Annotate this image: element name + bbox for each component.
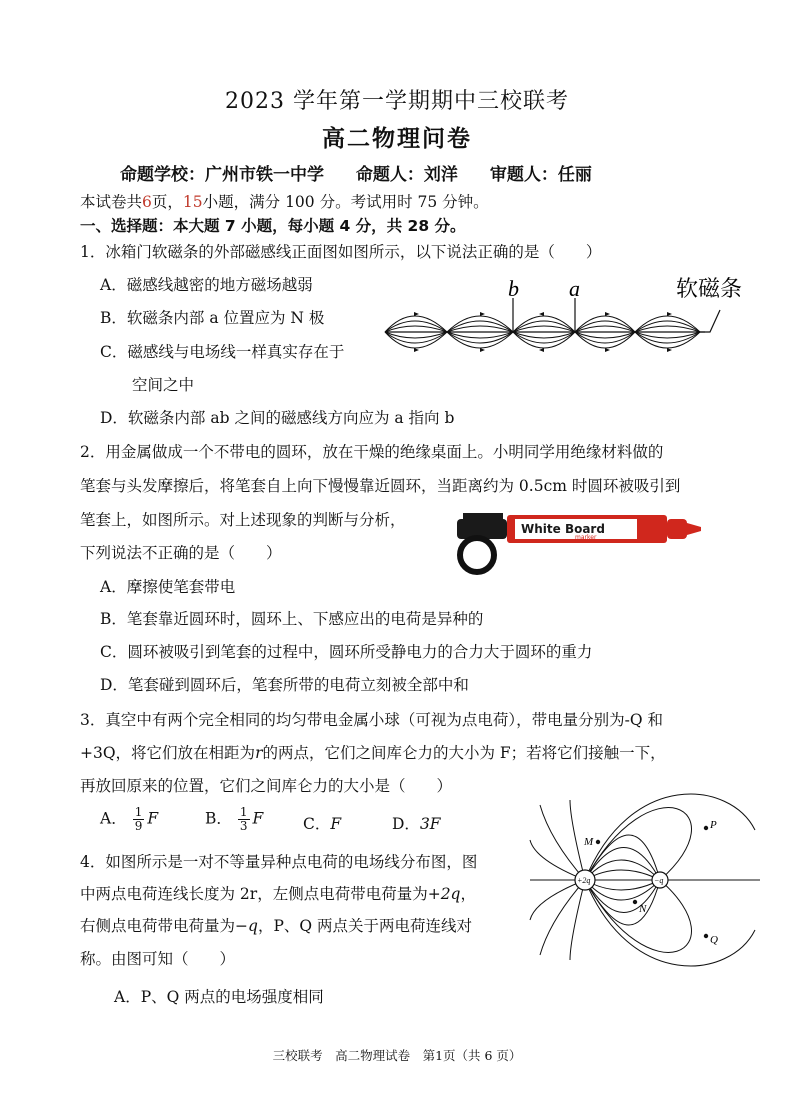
page-footer: 三校联考 高二物理试卷 第1页（共 6 页） (272, 1048, 522, 1063)
q2-line3: 笔套上，如图所示。对上述现象的判断与分析， (80, 511, 406, 529)
marker-sub-text: marker (575, 534, 597, 541)
q3-line3: 再放回原来的位置，它们之间库仑力的大小是（ ） (80, 777, 453, 795)
exam-subtitle: 高二物理问卷 (322, 125, 472, 152)
q2-option-a: A．摩擦使笔套带电 (100, 578, 236, 596)
label-M: M (584, 836, 594, 848)
q3-option-c: C．F (303, 815, 342, 833)
q2-option-b: B．笔套靠近圆环时，圆环上、下感应出的电荷是异种的 (100, 610, 484, 628)
q3-line2: +3Q，将它们放在相距为r的两点，它们之间库仑力的大小为 F；若将它们接触一下， (80, 744, 666, 762)
q1-stem: 1．冰箱门软磁条的外部磁感线正面图如图所示，以下说法正确的是（ ） (80, 243, 602, 261)
marker-brand-text: White Board (521, 522, 605, 536)
section-heading: 一、选择题：本大题 7 小题，每小题 4 分，共 28 分。 (80, 217, 466, 235)
intro-line: 本试卷共6页，15小题，满分 100 分。考试用时 75 分钟。 (80, 193, 489, 211)
magnetic-strip-figure (380, 270, 770, 370)
label-Q: Q (710, 934, 718, 946)
q2-line2: 笔套与头发摩擦后，将笔套自上向下慢慢靠近圆环，当距离约为 0.5cm 时圆环被吸引到 (80, 477, 681, 495)
electric-field-figure (530, 800, 760, 960)
q2-option-c: C．圆环被吸引到笔套的过程中，圆环所受静电力的合力大于圆环的重力 (100, 643, 593, 661)
q4-line4: 称。由图可知（ ） (80, 950, 236, 968)
reviewer-label: 审题人：任丽 (489, 165, 592, 185)
q2-line4: 下列说法不正确的是（ ） (80, 544, 282, 562)
q1-option-d: D．软磁条内部 ab 之间的磁感线方向应为 a 指向 b (100, 409, 455, 427)
author-line (120, 160, 618, 185)
label-minusq: −q (654, 876, 664, 885)
q4-line3: 右侧点电荷带电荷量为−q，P、Q 两点关于两电荷连线对 (80, 917, 473, 935)
q2-option-d: D．笔套碰到圆环后，笔套所带的电荷立刻被全部中和 (100, 676, 469, 694)
q3-option-a: A． $\frac{1}{9}$ F (100, 805, 159, 833)
q4-option-a: A．P、Q 两点的电场强度相同 (114, 988, 324, 1006)
exam-title: 2023 学年第一学期期中三校联考 (225, 89, 569, 114)
label-strip: 软磁条 (676, 277, 743, 302)
marker-ring-figure (455, 505, 710, 577)
q3-line1: 3．真空中有两个完全相同的均匀带电金属小球（可视为点电荷），带电量分别为-Q 和 (80, 711, 663, 729)
label-b: b (508, 276, 519, 301)
q3-option-b: B． $\frac{1}{3}$ F (205, 805, 264, 833)
q1-option-c-cont: 空间之中 (132, 376, 195, 394)
label-N: N (639, 903, 647, 915)
label-plus2q: +2q (577, 876, 591, 885)
label-a: a (569, 276, 580, 301)
label-P: P (710, 819, 717, 831)
q4-line1: 4．如图所示是一对不等量异种点电荷的电场线分布图，图 (80, 853, 478, 871)
author-label: 命题人：刘洋 (355, 165, 458, 185)
q1-option-c: C．磁感线与电场线一样真实存在于 (100, 343, 345, 361)
q1-option-b: B．软磁条内部 a 位置应为 N 极 (100, 309, 325, 327)
q3-option-d: D．3F (392, 815, 441, 833)
q4-line2: 中两点电荷连线长度为 2r，左侧点电荷带电荷量为+2q， (80, 885, 476, 903)
q2-line1: 2．用金属做成一个不带电的圆环，放在干燥的绝缘桌面上。小明同学用绝缘材料做的 (80, 443, 664, 461)
q1-option-a: A．磁感线越密的地方磁场越弱 (100, 276, 313, 294)
metal-ring (460, 538, 494, 572)
school-label: 命题学校：广州市铁一中学 (120, 165, 324, 185)
